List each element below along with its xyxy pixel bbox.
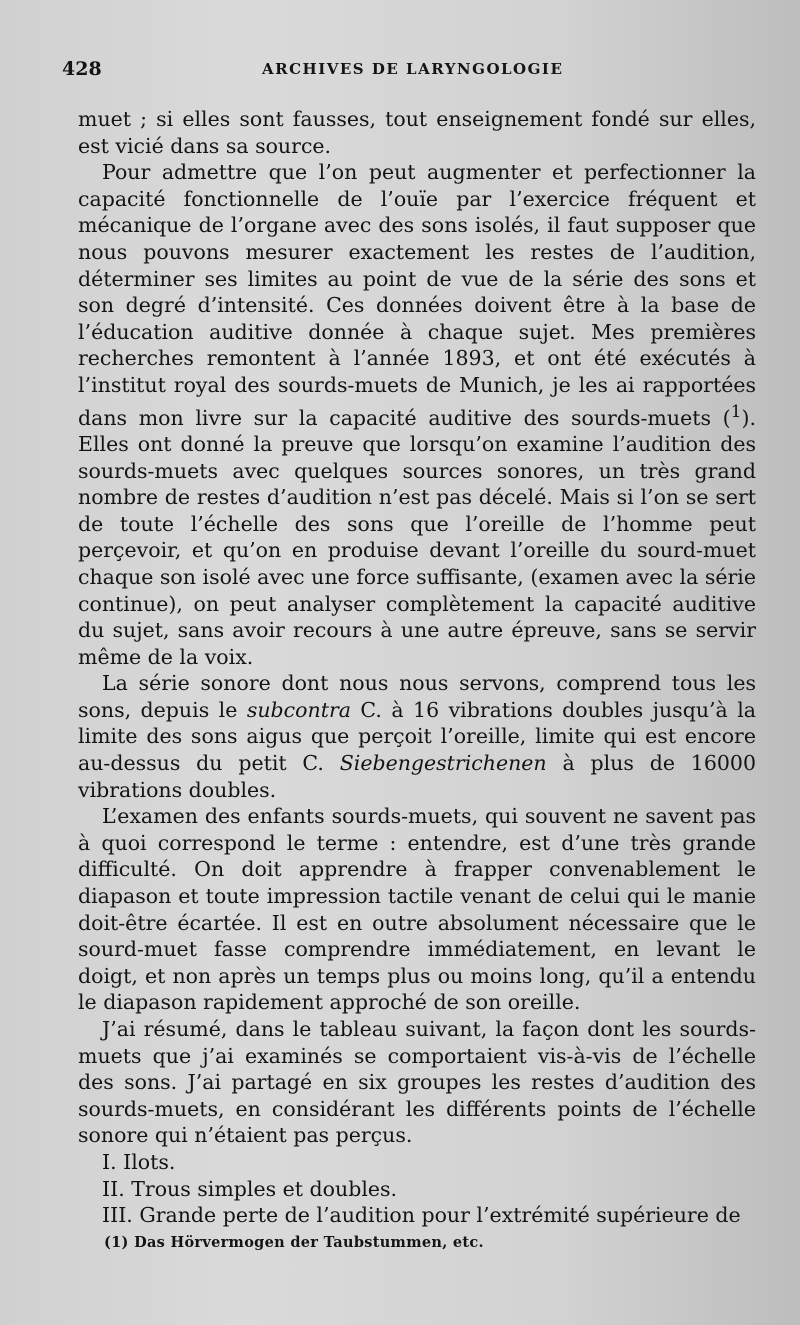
italic-term-subcontra: subcontra: [246, 697, 351, 722]
paragraph-2: [78, 159, 756, 670]
page-number: 428: [62, 58, 102, 80]
paragraph-3: [78, 670, 756, 803]
list-item-1: I. Ilots.: [102, 1149, 176, 1174]
paragraph-3-text-a: La série sonore dont nous nous servons, comprend tous les sons, depuis le: [78, 671, 756, 722]
footnote-text: Das Hörvermogen der Taubstummen, etc.: [134, 1234, 484, 1251]
list-item-3: III. Grande perte de l’audition pour l’extrémité supérieure de: [102, 1203, 741, 1228]
body-text: [78, 106, 756, 1229]
paragraph-3-text-b: C. à 16 vibrations doubles jusqu’à la limite des sons aigus que perçoit l’oreille, limite qui est encore au-dessus du petit C.: [78, 697, 756, 776]
page-header: [62, 58, 752, 88]
running-title: ARCHIVES DE LARYNGOLOGIE: [262, 60, 564, 78]
footnote: [104, 1234, 484, 1251]
footnote-reference: 1: [730, 401, 742, 422]
paragraph-2-text-a: Pour admettre que l’on peut augmenter et perfectionner la capacité fonctionnelle de l’ouïe par l’exercice fréquent et mécanique de l’organe avec des sons isolés, il faut supposer que nous pouvons mesurer exactement les restes de l’audition, déterminer ses limites au point de vue de la série des sons et son degré d’intensité. Ces données doivent être à la base de l’éducation auditive donnée à chaque sujet. Mes premières recherches remontent à l’année 1893, et ont été exécutés à l’institut royal des sourds-muets de Munich, je les ai rapportées dans mon livre sur la capacité auditive des sourds-muets (: [78, 160, 756, 430]
paragraph-1: muet ; si elles sont fausses, tout enseignement fondé sur elles, est vicié dans sa source.: [78, 107, 756, 158]
paragraph-2-text-b: ). Elles ont donné la preuve que lorsqu’on examine l’audition des sourds-muets avec quelques sources sonores, un très grand nombre de restes d’audition n’est pas décelé. Mais si l’on se sert de toute l’échelle des sons que l’oreille de l’homme peut perçevoir, et qu’on en produise devant l’oreille du sourd-muet chaque son isolé avec une force suffisante, (examen avec la série continue), on peut analyser complètement la capacité auditive du sujet, sans avoir recours à une autre épreuve, sans se servir même de la voix.: [78, 405, 756, 669]
footnote-marker: (1): [104, 1234, 129, 1251]
italic-term-siebengestrichenen: Siebengestrichenen: [339, 751, 547, 776]
paragraph-3-text-c: à plus de 16000 vibrations doubles.: [78, 751, 756, 802]
paragraph-5: J’ai résumé, dans le tableau suivant, la façon dont les sourds-muets que j’ai examinés se comportaient vis-à-vis de l’échelle des sons. J’ai partagé en six groupes les restes d’audition des sourds-muets, en considérant les différents points de l’échelle sonore qui n’étaient pas perçus.: [78, 1017, 756, 1148]
list-item-2: II. Trous simples et doubles.: [102, 1176, 398, 1201]
paragraph-4: L’examen des enfants sourds-muets, qui souvent ne savent pas à quoi correspond le terme : entendre, est d’une très grande difficulté. On doit apprendre à frapper convenablement le diapason et toute impression tactile venant de celui qui le manie doit-être écartée. Il est en outre absolument nécessaire que le sourd-muet fasse comprendre immédiatement, en levant le doigt, et non après un temps plus ou moins long, qu’il a entendu le diapason rapidement approché de son oreille.: [78, 804, 756, 1015]
